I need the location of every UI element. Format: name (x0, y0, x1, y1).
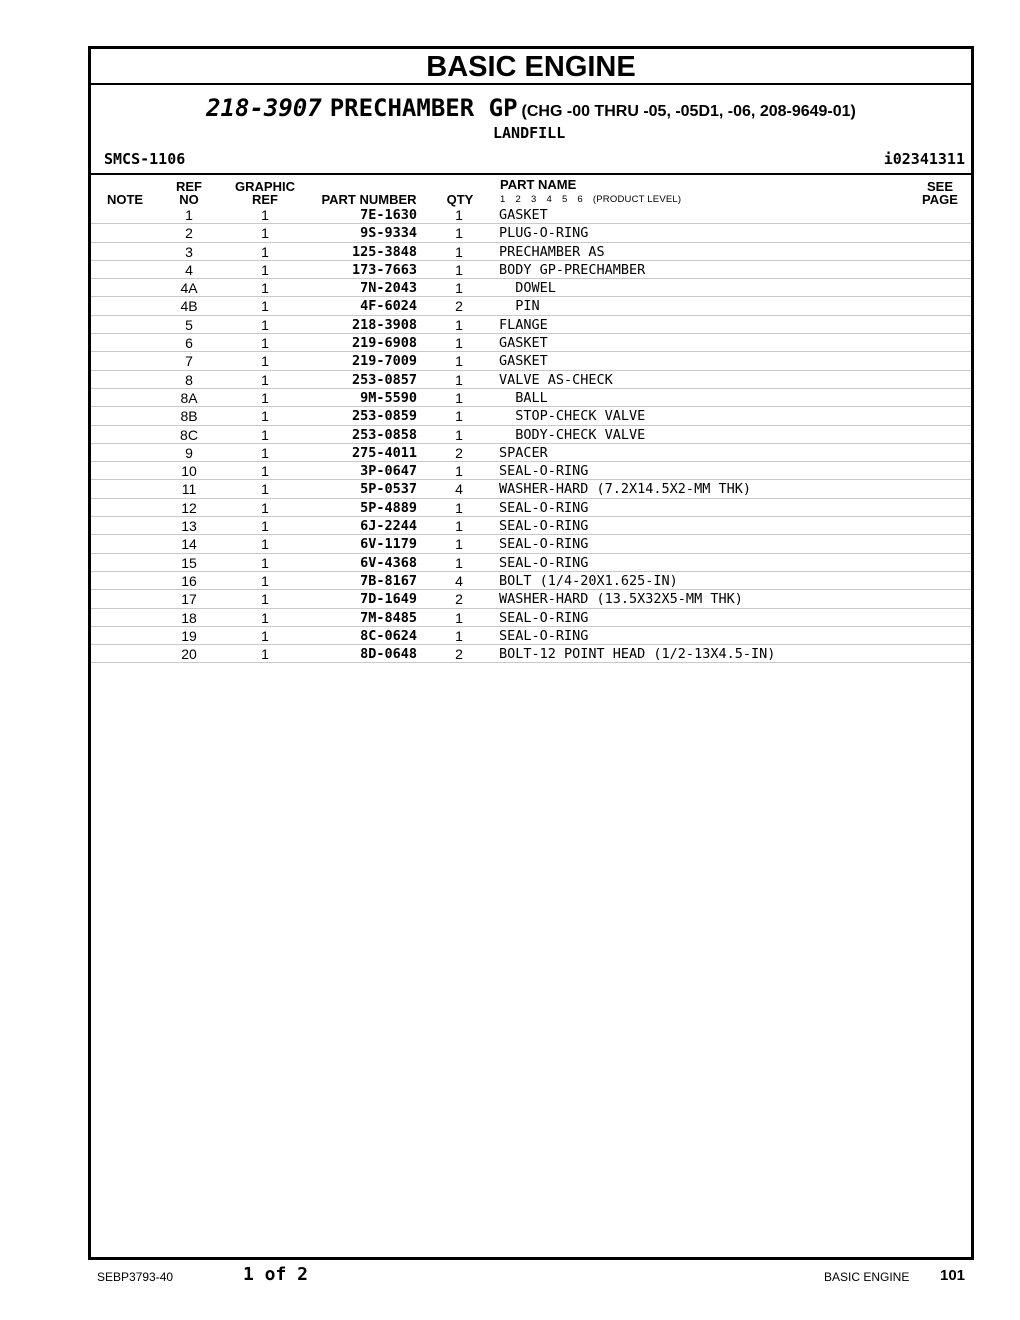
graphic-ref-cell: 1 (261, 207, 269, 223)
part-number-cell: 218-3908 (351, 316, 417, 333)
table-row (91, 609, 971, 627)
part-number-cell: 7B-8167 (360, 572, 417, 589)
part-number-cell: 253-0857 (351, 371, 417, 388)
ref-no-cell: 4A (180, 280, 198, 297)
graphic-ref-cell: 1 (261, 408, 269, 425)
table-row (91, 352, 971, 370)
part-name-cell: BOLT (1/4-20X1.625-IN) (499, 572, 678, 589)
table-row (91, 645, 971, 663)
product-level-label: (PRODUCT LEVEL) (592, 194, 682, 205)
column-note: NOTE (106, 192, 144, 207)
ref-no-cell: 8C (180, 426, 198, 443)
part-number-cell: 275-4011 (351, 444, 417, 461)
qty-cell: 1 (455, 609, 463, 626)
part-name-cell: FLANGE (499, 316, 548, 333)
part-number-cell: 219-7009 (351, 353, 417, 370)
part-number-cell: 6V-1179 (360, 536, 417, 553)
table-row (91, 590, 971, 608)
table-row (91, 316, 971, 334)
ref-no-cell: 8B (180, 408, 198, 425)
part-number-cell: 5P-4889 (360, 499, 417, 516)
part-number-cell: 253-0859 (351, 408, 417, 425)
part-name-cell: WASHER-HARD (13.5X32X5-MM THK) (499, 591, 743, 608)
graphic-ref-cell: 1 (261, 353, 269, 370)
qty-cell: 1 (455, 536, 463, 553)
product-level-4: 4 (546, 194, 552, 205)
qty-cell: 1 (455, 518, 463, 535)
ref-no-cell: 5 (185, 316, 193, 333)
table-row (91, 480, 971, 498)
part-name-cell: BOLT-12 POINT HEAD (1/2-13X4.5-IN) (499, 646, 776, 663)
arrangement-label: LANDFILL (493, 124, 566, 142)
table-row (91, 206, 971, 224)
part-name-cell: PRECHAMBER AS (499, 243, 605, 260)
part-number-cell: 6V-4368 (360, 554, 417, 571)
part-number-cell: 9S-9334 (360, 225, 417, 242)
qty-cell: 1 (455, 554, 463, 571)
graphic-ref-cell: 1 (261, 444, 269, 461)
graphic-ref-cell: 1 (261, 591, 269, 608)
table-row (91, 261, 971, 279)
graphic-ref-cell: 1 (261, 609, 269, 626)
qty-cell: 1 (455, 225, 463, 242)
qty-cell: 1 (455, 243, 463, 260)
qty-cell: 1 (455, 353, 463, 370)
graphic-ref-cell: 1 (261, 316, 269, 333)
table-row (91, 243, 971, 261)
ref-no-cell: 18 (181, 609, 197, 626)
ref-no-cell: 4B (180, 298, 198, 315)
part-number-cell: 5P-0537 (360, 481, 417, 498)
smcs-code: SMCS-1106 (104, 150, 186, 168)
ref-no-cell: 3 (185, 243, 193, 260)
ref-no-cell: 17 (181, 591, 197, 608)
ref-no-cell: 15 (181, 554, 197, 571)
ref-no-cell: 6 (185, 335, 193, 352)
part-name-cell: PIN (499, 298, 540, 315)
column-ref-top: REF (176, 179, 202, 194)
part-name-cell: GASKET (499, 353, 548, 370)
part-number-cell: 7E-1630 (360, 207, 417, 223)
qty-cell: 1 (455, 426, 463, 443)
graphic-ref-cell: 1 (261, 481, 269, 498)
change-text: (CHG -00 THRU -05, -05D1, -06, 208-9649-01) (521, 103, 856, 120)
column-graphic-top: GRAPHIC (235, 179, 295, 194)
table-row (91, 334, 971, 352)
footer-page-number: 101 (940, 1267, 966, 1284)
table-row (91, 371, 971, 389)
part-name-cell: SEAL-O-RING (499, 463, 589, 480)
part-number-cell: 4F-6024 (360, 298, 417, 315)
graphic-ref-cell: 1 (261, 572, 269, 589)
ref-no-cell: 20 (181, 646, 197, 663)
graphic-ref-cell: 1 (261, 335, 269, 352)
part-name-cell: BODY GP-PRECHAMBER (499, 261, 646, 278)
ref-no-cell: 4 (185, 261, 193, 278)
column-ref-bottom: NO (179, 192, 199, 207)
graphic-ref-cell: 1 (261, 554, 269, 571)
table-row (91, 517, 971, 535)
table-row (91, 389, 971, 407)
footer-section-name: BASIC ENGINE (824, 1270, 910, 1284)
document-number: SEBP3793-40 (97, 1270, 174, 1284)
graphic-ref-cell: 1 (261, 536, 269, 553)
part-name-cell: SEAL-O-RING (499, 536, 589, 553)
part-name-cell: SEAL-O-RING (499, 499, 589, 516)
graphic-ref-cell: 1 (261, 261, 269, 278)
graphic-ref-cell: 1 (261, 499, 269, 516)
part-name-cell: GASKET (499, 335, 548, 352)
ref-no-cell: 12 (181, 499, 197, 516)
part-number-cell: 125-3848 (351, 243, 417, 260)
ref-no-cell: 2 (185, 225, 193, 242)
product-level-2: 2 (515, 194, 521, 205)
part-name-cell: WASHER-HARD (7.2X14.5X2-MM THK) (499, 481, 751, 498)
parts-table (91, 206, 971, 663)
qty-cell: 1 (455, 335, 463, 352)
qty-cell: 1 (455, 261, 463, 278)
graphic-ref-cell: 1 (261, 371, 269, 388)
ref-no-cell: 10 (181, 463, 197, 480)
part-name-cell: BODY-CHECK VALVE (499, 426, 646, 443)
part-name-cell: VALVE AS-CHECK (499, 371, 613, 388)
part-name-cell: GASKET (499, 207, 548, 223)
qty-cell: 2 (455, 646, 463, 663)
part-number-cell: 3P-0647 (360, 463, 417, 480)
part-name-cell: SEAL-O-RING (499, 627, 589, 644)
part-name-cell: SEAL-O-RING (499, 609, 589, 626)
part-number-cell: 7M-8485 (360, 609, 417, 626)
part-name-cell: DOWEL (499, 280, 556, 297)
graphic-ref-cell: 1 (261, 298, 269, 315)
qty-cell: 2 (455, 298, 463, 315)
table-row (91, 444, 971, 462)
page-of-indicator: 1 of 2 (243, 1264, 309, 1285)
ref-no-cell: 19 (181, 627, 197, 644)
section-title: BASIC ENGINE (91, 49, 971, 85)
part-number-cell: 219-6908 (351, 335, 417, 352)
table-row (91, 627, 971, 645)
qty-cell: 1 (455, 316, 463, 333)
qty-cell: 4 (455, 572, 463, 589)
column-part-number: PART NUMBER (321, 192, 417, 207)
table-row (91, 426, 971, 444)
ref-no-cell: 9 (185, 444, 193, 461)
table-row (91, 407, 971, 425)
table-row (91, 462, 971, 480)
ref-no-cell: 13 (181, 518, 197, 535)
qty-cell: 1 (455, 408, 463, 425)
table-row (91, 297, 971, 315)
part-name-cell: SPACER (499, 444, 548, 461)
part-number-cell: 8C-0624 (360, 627, 417, 644)
part-number-cell: 7N-2043 (360, 280, 417, 297)
part-number-cell: 173-7663 (351, 261, 417, 278)
qty-cell: 1 (455, 280, 463, 297)
ref-no-cell: 8 (185, 371, 193, 388)
ref-no-cell: 14 (181, 536, 197, 553)
part-name-cell: PLUG-O-RING (499, 225, 589, 242)
part-number-cell: 8D-0648 (360, 646, 417, 663)
qty-cell: 1 (455, 463, 463, 480)
qty-cell: 4 (455, 481, 463, 498)
column-qty: QTY (446, 192, 474, 207)
part-number-cell: 7D-1649 (360, 591, 417, 608)
column-see-bottom: PAGE (922, 192, 958, 207)
illustration-id: i02341311 (883, 150, 965, 168)
product-level-5: 5 (561, 194, 568, 205)
graphic-ref-cell: 1 (261, 389, 269, 406)
product-level-6: 6 (577, 194, 583, 205)
qty-cell: 2 (455, 444, 463, 461)
header-divider (91, 173, 971, 175)
table-row (91, 279, 971, 297)
graphic-ref-cell: 1 (261, 225, 269, 242)
column-graphic-bottom: REF (252, 192, 278, 207)
qty-cell: 1 (455, 389, 463, 406)
table-row (91, 535, 971, 553)
qty-cell: 1 (455, 499, 463, 516)
ref-no-cell: 7 (185, 353, 193, 370)
part-name-cell: STOP-CHECK VALVE (499, 408, 646, 425)
part-name-cell: BALL (499, 389, 548, 406)
graphic-ref-cell: 1 (261, 627, 269, 644)
column-part-name: PART NAME (500, 177, 577, 192)
product-levels (500, 194, 691, 205)
part-number-cell: 253-0858 (351, 426, 417, 443)
part-number-cell: 9M-5590 (360, 389, 417, 406)
group-heading (91, 94, 971, 122)
part-number-cell: 6J-2244 (360, 518, 417, 535)
group-part-number: 218-3907 (206, 94, 322, 122)
parts-page-frame (88, 46, 974, 1260)
graphic-ref-cell: 1 (261, 463, 269, 480)
ref-no-cell: 1 (185, 207, 193, 223)
graphic-ref-cell: 1 (261, 243, 269, 260)
product-level-1: 1 (500, 194, 506, 205)
column-see-top: SEE (926, 179, 953, 194)
qty-cell: 2 (455, 591, 463, 608)
table-row (91, 499, 971, 517)
ref-no-cell: 11 (181, 481, 197, 498)
table-row (91, 224, 971, 242)
part-name-cell: SEAL-O-RING (499, 518, 589, 535)
group-name: PRECHAMBER GP (329, 94, 518, 122)
graphic-ref-cell: 1 (261, 518, 269, 535)
part-name-cell: SEAL-O-RING (499, 554, 589, 571)
graphic-ref-cell: 1 (261, 280, 269, 297)
qty-cell: 1 (455, 627, 463, 644)
graphic-ref-cell: 1 (261, 426, 269, 443)
table-row (91, 554, 971, 572)
qty-cell: 1 (455, 371, 463, 388)
graphic-ref-cell: 1 (261, 646, 269, 663)
table-row (91, 572, 971, 590)
qty-cell: 1 (455, 207, 463, 223)
ref-no-cell: 8A (180, 389, 198, 406)
product-level-3: 3 (530, 194, 537, 205)
ref-no-cell: 16 (181, 572, 197, 589)
